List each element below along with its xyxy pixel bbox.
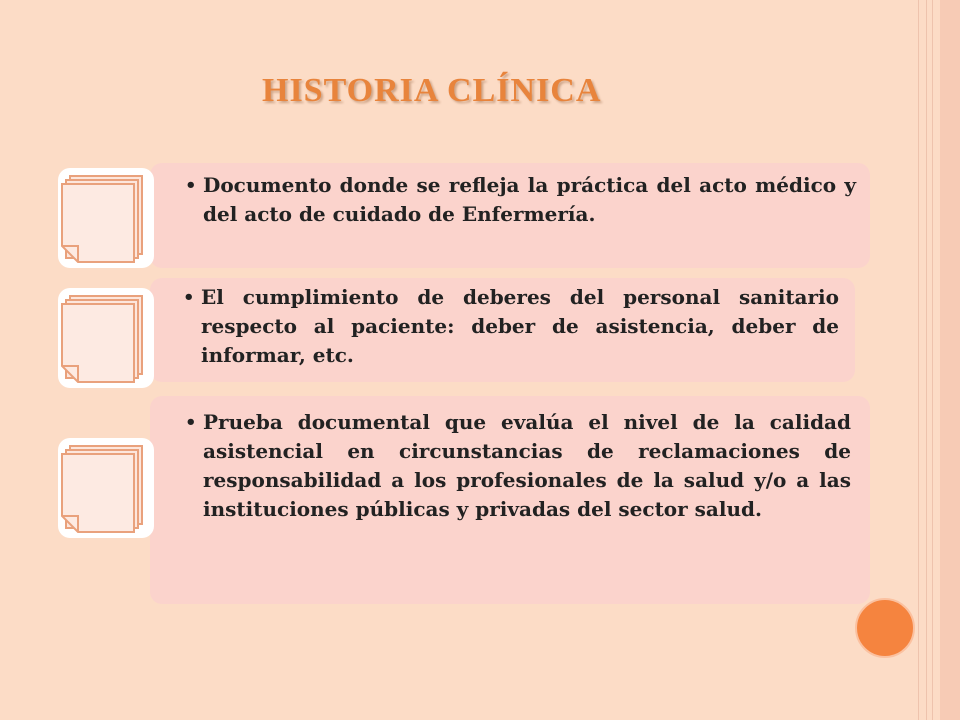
stacked-notes-icon <box>58 168 154 268</box>
card-text-3: • Prueba documental que evalúa el nivel de la calidad asistencial en circunstancias de reclamaciones de responsabilidad a los profesionales de la salud y/o a las instituciones públicas y privadas del sector salud. <box>185 408 851 524</box>
card-text-2: • El cumplimiento de deberes del personal sanitario respecto al paciente: deber de asistencia, deber de informar, etc. <box>183 283 839 370</box>
edge-band <box>940 0 960 720</box>
stacked-notes-icon <box>58 438 154 538</box>
edge-line <box>926 0 927 720</box>
slide-title: HISTORIA CLÍNICA <box>262 72 602 109</box>
accent-circle <box>855 598 915 658</box>
edge-line <box>932 0 933 720</box>
stacked-notes-icon <box>58 288 154 388</box>
edge-line <box>918 0 919 720</box>
card-text-1: • Documento donde se refleja la práctica del acto médico y del acto de cuidado de Enfermería. <box>185 171 856 229</box>
